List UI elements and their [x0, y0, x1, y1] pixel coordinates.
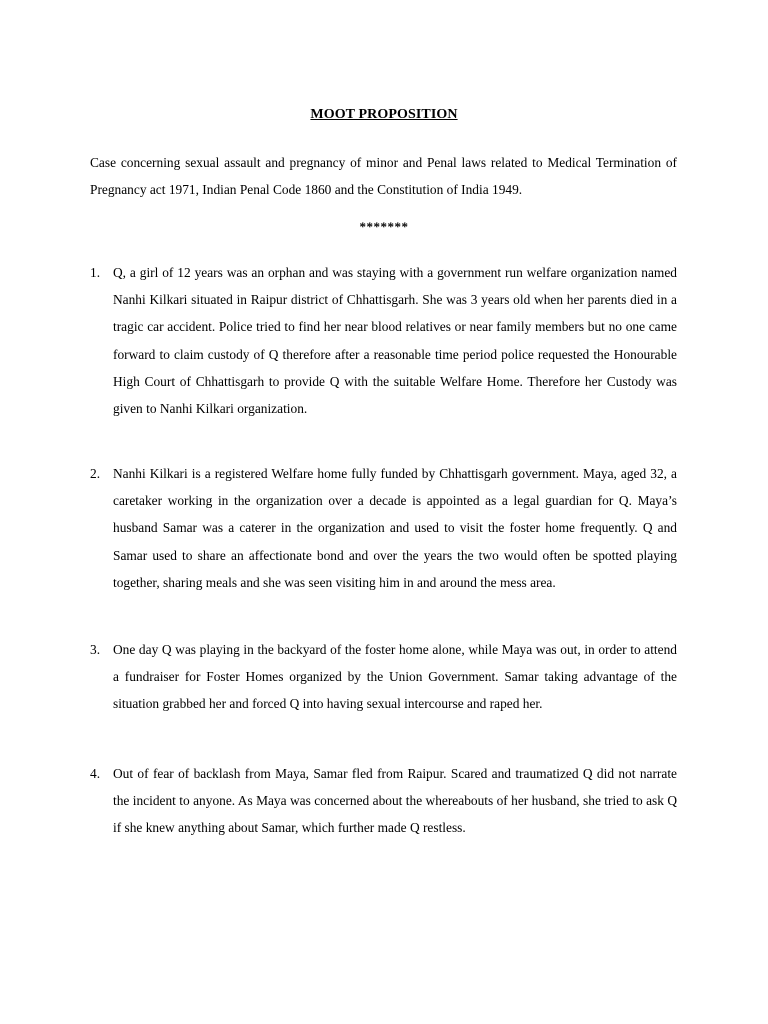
list-item-number: 4.: [90, 766, 101, 781]
list-item: [90, 460, 677, 596]
list-item: [90, 760, 677, 842]
list-item-text: Q, a girl of 12 years was an orphan and was staying with a government run welfare organization named Nanhi Kilkari situated in Raipur district of Chhattisgarh. She was 3 years old when her parents died in a tragic car accident. Police tried to find her near blood relatives or near family members but no one came forward to claim custody of Q therefore after a reasonable time period police requested the Honourable High Court of Chhattisgarh to provide Q with the suitable Welfare Home. Therefore her Custody was given to Nanhi Kilkari organization.: [113, 265, 677, 417]
list-item-text: Nanhi Kilkari is a registered Welfare home fully funded by Chhattisgarh government. Maya, aged 32, a caretaker working in the organization over a decade is appointed as a legal guardian for Q. Maya’s husband Samar was a caterer in the organization and used to visit the foster home frequently. Q and Samar used to share an affectionate bond and over the years the two would often be spotted playing together, sharing meals and she was seen visiting him in and around the mess area.: [113, 466, 677, 590]
section-separator: *******: [359, 219, 409, 234]
list-item-number: 3.: [90, 642, 101, 657]
case-description: Case concerning sexual assault and pregnancy of minor and Penal laws related to Medical Termination of Pregnancy act 1971, Indian Penal Code 1860 and the Constitution of India 1949.: [90, 155, 677, 197]
list-item-text: Out of fear of backlash from Maya, Samar fled from Raipur. Scared and traumatized Q did not narrate the incident to anyone. As Maya was concerned about the whereabouts of her husband, she tried to ask Q if she knew anything about Samar, which further made Q restless.: [113, 766, 677, 836]
list-item-number: 2.: [90, 466, 101, 481]
document-title: MOOT PROPOSITION: [310, 107, 458, 122]
list-item-number: 1.: [90, 265, 101, 280]
list-item: [90, 636, 677, 718]
list-item-text: One day Q was playing in the backyard of the foster home alone, while Maya was out, in order to attend a fundraiser for Foster Homes organized by the Union Government. Samar taking advantage of the situation grabbed her and forced Q into having sexual intercourse and raped her.: [113, 642, 677, 712]
list-item: [90, 259, 677, 422]
